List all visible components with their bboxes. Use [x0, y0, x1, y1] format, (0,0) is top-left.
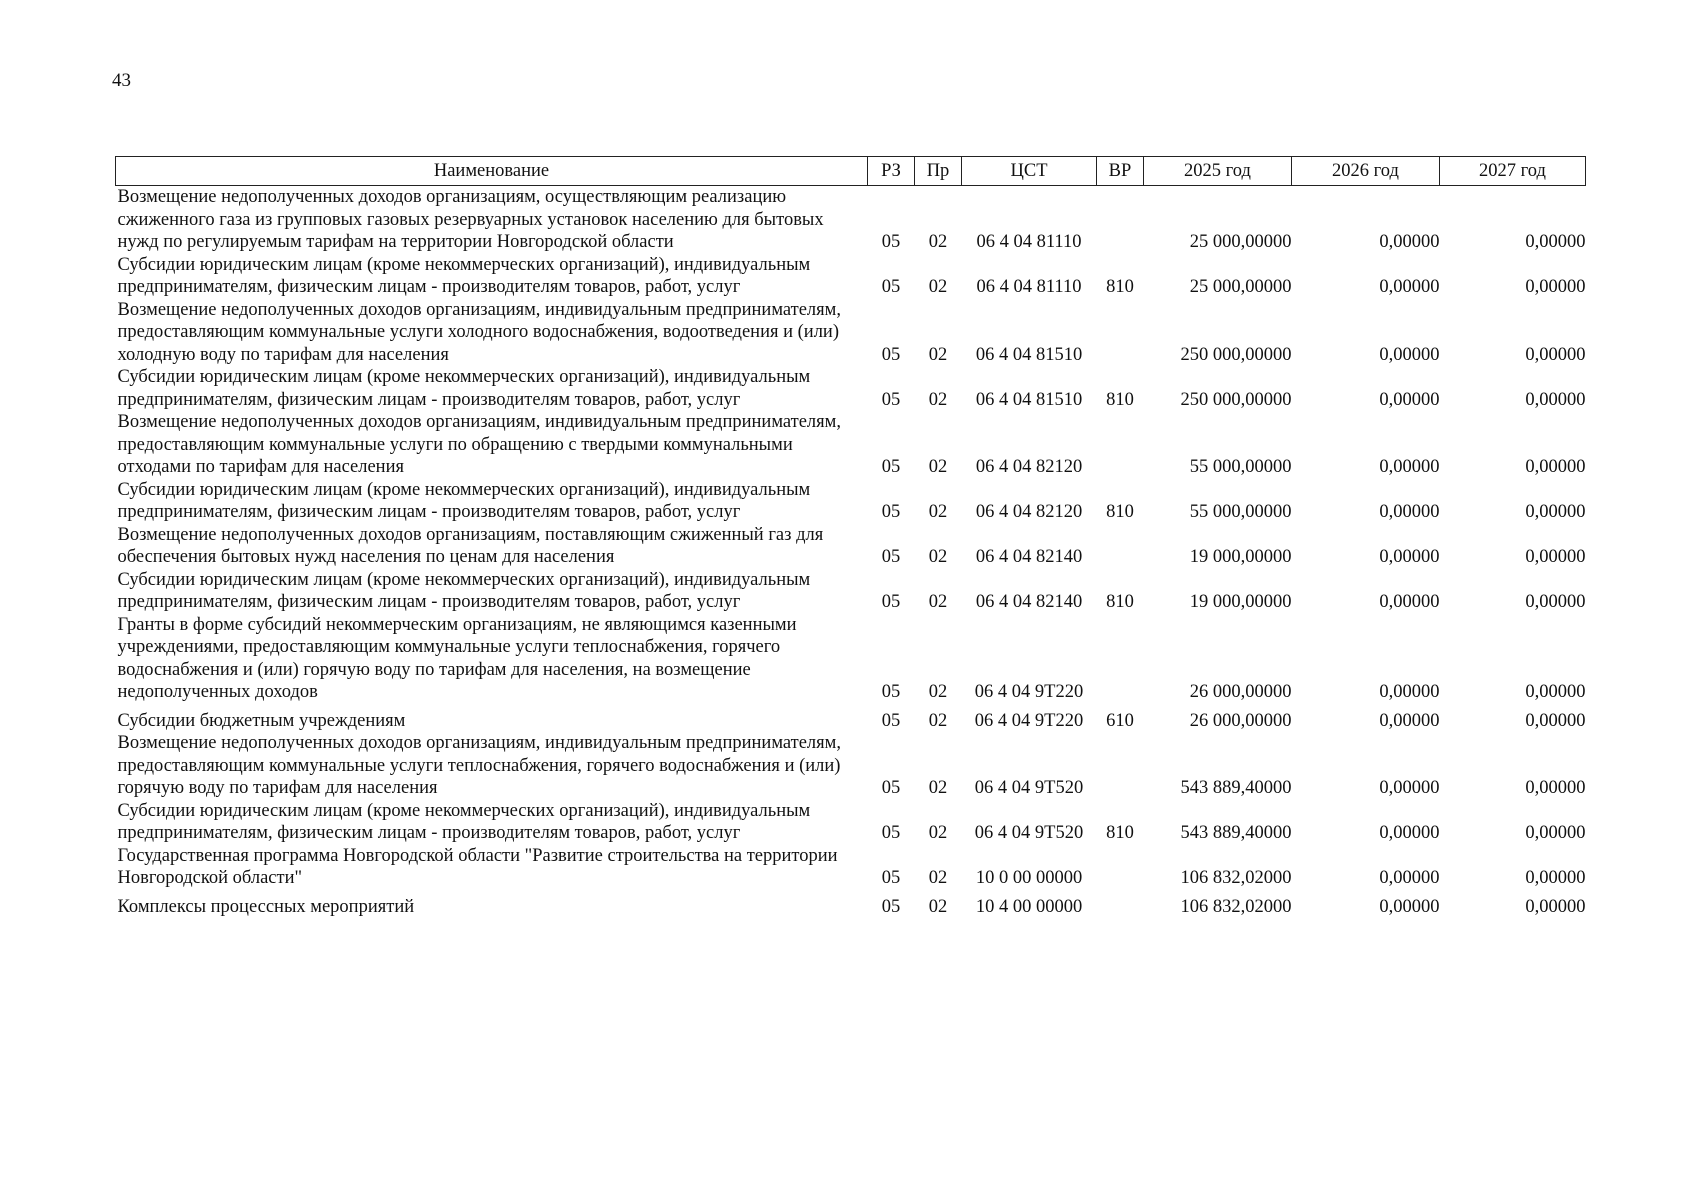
row-amount-2027: 0,00000: [1525, 502, 1586, 522]
row-rz: 05: [881, 682, 901, 702]
table-row: [116, 569, 1586, 614]
budget-table: [115, 156, 1586, 918]
row-pr: 02: [928, 277, 948, 297]
row-rz: 05: [881, 502, 901, 522]
row-pr: 02: [928, 389, 948, 410]
row-pr: 02: [928, 823, 948, 843]
row-rz: 05: [881, 710, 901, 731]
row-vr: [1097, 732, 1144, 800]
table-body: [116, 186, 1586, 919]
row-name: Государственная программа Новгородской области "Развитие строительства на территории Новгородской области": [117, 845, 838, 888]
row-rz: 05: [881, 868, 901, 888]
row-cst: 06 4 04 82120: [975, 502, 1083, 522]
row-pr: 02: [928, 457, 948, 477]
row-amount-2025: 543 889,40000: [1180, 778, 1292, 798]
table-row: [116, 732, 1586, 800]
row-rz: 05: [881, 457, 901, 477]
header-name: Наименование: [116, 157, 868, 186]
row-vr: 610: [1106, 710, 1134, 731]
row-cst: 06 4 04 82140: [975, 592, 1083, 612]
row-name: Субсидии юридическим лицам (кроме некоммерческих организаций), индивидуальным предпринимателям, физическим лицам - производителям товаров, работ, услуг: [117, 254, 811, 297]
row-amount-2025: 26 000,00000: [1189, 710, 1292, 731]
row-amount-2026: 0,00000: [1379, 868, 1440, 888]
row-amount-2026: 0,00000: [1379, 344, 1440, 365]
row-vr: 810: [1106, 389, 1134, 410]
row-rz: 05: [881, 592, 901, 612]
header-2026: 2026 год: [1292, 157, 1440, 186]
header-2027: 2027 год: [1440, 157, 1586, 186]
row-vr: [1097, 299, 1144, 367]
table-row: [116, 254, 1586, 299]
row-name: Субсидии бюджетным учреждениям: [117, 710, 406, 731]
row-rz: 05: [881, 232, 901, 252]
page-number: 43: [112, 70, 131, 91]
row-amount-2027: 0,00000: [1525, 710, 1586, 731]
row-amount-2025: 250 000,00000: [1180, 344, 1292, 365]
table-row: [116, 524, 1586, 569]
row-cst: 06 4 04 9Т520: [974, 778, 1084, 798]
row-pr: 02: [928, 868, 948, 888]
row-cst: 06 4 04 9Т220: [974, 710, 1084, 731]
table-row: [116, 186, 1586, 254]
row-amount-2025: 55 000,00000: [1189, 502, 1292, 522]
row-name: Возмещение недополученных доходов организациям, осуществляющим реализацию сжиженного газа из групповых газовых резервуарных установок населению для бытовых нужд по регулируемым тарифам на территории Новгородской области: [117, 187, 824, 252]
row-amount-2027: 0,00000: [1525, 592, 1586, 612]
row-vr: [1097, 186, 1144, 254]
row-amount-2026: 0,00000: [1379, 710, 1440, 731]
row-amount-2025: 25 000,00000: [1189, 277, 1292, 297]
row-vr: 810: [1106, 592, 1134, 612]
row-cst: 06 4 04 81110: [976, 277, 1082, 297]
row-name: Субсидии юридическим лицам (кроме некоммерческих организаций), индивидуальным предпринимателям, физическим лицам - производителям товаров, работ, услуг: [117, 367, 811, 410]
row-amount-2025: 25 000,00000: [1189, 232, 1292, 252]
row-amount-2025: 55 000,00000: [1189, 457, 1292, 477]
row-cst: 06 4 04 81510: [975, 389, 1083, 410]
row-vr: [1097, 524, 1144, 569]
row-amount-2027: 0,00000: [1525, 896, 1586, 917]
row-amount-2027: 0,00000: [1525, 277, 1586, 297]
row-pr: 02: [928, 344, 948, 365]
row-cst: 06 4 04 81510: [975, 344, 1083, 365]
table-row: [116, 800, 1586, 845]
row-name: Возмещение недополученных доходов организациям, индивидуальным предпринимателям, предоставляющим коммунальные услуги по обращению с твердыми коммунальными отходами по тарифам для населения: [117, 412, 841, 477]
row-rz: 05: [881, 778, 901, 798]
row-cst: 06 4 04 9Т220: [974, 682, 1084, 702]
row-amount-2025: 106 832,02000: [1180, 896, 1292, 917]
row-amount-2027: 0,00000: [1525, 682, 1586, 702]
row-cst: 06 4 04 82120: [975, 457, 1083, 477]
row-pr: 02: [928, 232, 948, 252]
row-name: Субсидии юридическим лицам (кроме некоммерческих организаций), индивидуальным предпринимателям, физическим лицам - производителям товаров, работ, услуг: [117, 569, 811, 612]
row-name: Комплексы процессных мероприятий: [117, 896, 415, 917]
row-name: Возмещение недополученных доходов организациям, поставляющим сжиженный газ для обеспечения бытовых нужд населения по ценам для населения: [117, 524, 824, 567]
row-amount-2026: 0,00000: [1379, 502, 1440, 522]
row-cst: 10 4 00 00000: [975, 896, 1083, 917]
row-name: Возмещение недополученных доходов организациям, индивидуальным предпринимателям, предоставляющим коммунальные услуги теплоснабжения, горячего водоснабжения и (или) горячую воду по тарифам для населения: [117, 733, 841, 798]
row-amount-2026: 0,00000: [1379, 682, 1440, 702]
row-amount-2027: 0,00000: [1525, 547, 1586, 567]
row-pr: 02: [928, 547, 948, 567]
row-pr: 02: [928, 778, 948, 798]
table-header-row: [116, 157, 1586, 186]
row-amount-2025: 19 000,00000: [1189, 592, 1292, 612]
row-amount-2027: 0,00000: [1525, 389, 1586, 410]
row-name: Гранты в форме субсидий некоммерческим организациям, не являющимся казенными учреждениями, предоставляющим коммунальные услуги теплоснабжения, горячего водоснабжения и (или) горячую воду по тарифам для населения, на возмещение недополученных доходов: [117, 614, 797, 702]
row-amount-2026: 0,00000: [1379, 823, 1440, 843]
row-pr: 02: [928, 896, 948, 917]
row-amount-2027: 0,00000: [1525, 778, 1586, 798]
table-row: [116, 614, 1586, 704]
table-row: [116, 411, 1586, 479]
row-amount-2025: 19 000,00000: [1189, 547, 1292, 567]
row-vr: [1097, 890, 1144, 919]
row-amount-2025: 543 889,40000: [1180, 823, 1292, 843]
row-vr: 810: [1106, 277, 1134, 297]
row-rz: 05: [881, 823, 901, 843]
row-pr: 02: [928, 682, 948, 702]
row-name: Субсидии юридическим лицам (кроме некоммерческих организаций), индивидуальным предпринимателям, физическим лицам - производителям товаров, работ, услуг: [117, 479, 811, 522]
table-row: [116, 704, 1586, 733]
row-cst: 06 4 04 9Т520: [974, 823, 1084, 843]
row-amount-2026: 0,00000: [1379, 389, 1440, 410]
row-cst: 06 4 04 82140: [975, 547, 1083, 567]
row-cst: 06 4 04 81110: [976, 232, 1082, 252]
row-vr: 810: [1106, 823, 1134, 843]
header-2025: 2025 год: [1144, 157, 1292, 186]
row-pr: 02: [928, 502, 948, 522]
row-name: Возмещение недополученных доходов организациям, индивидуальным предпринимателям, предоставляющим коммунальные услуги холодного водоснабжения, водоотведения и (или) холодную воду по тарифам для населения: [117, 299, 841, 365]
row-vr: [1097, 845, 1144, 890]
row-amount-2026: 0,00000: [1379, 457, 1440, 477]
header-pr: Пр: [915, 157, 962, 186]
row-amount-2026: 0,00000: [1379, 547, 1440, 567]
row-amount-2025: 106 832,02000: [1180, 868, 1292, 888]
table-row: [116, 845, 1586, 890]
row-amount-2025: 26 000,00000: [1189, 682, 1292, 702]
row-amount-2027: 0,00000: [1525, 457, 1586, 477]
table-row: [116, 479, 1586, 524]
row-pr: 02: [928, 710, 948, 731]
header-vr: ВР: [1097, 157, 1144, 186]
table-row: [116, 299, 1586, 367]
row-name: Субсидии юридическим лицам (кроме некоммерческих организаций), индивидуальным предпринимателям, физическим лицам - производителям товаров, работ, услуг: [117, 800, 811, 843]
row-rz: 05: [881, 896, 901, 917]
row-amount-2026: 0,00000: [1379, 778, 1440, 798]
row-amount-2026: 0,00000: [1379, 896, 1440, 917]
row-amount-2026: 0,00000: [1379, 592, 1440, 612]
row-pr: 02: [928, 592, 948, 612]
row-amount-2025: 250 000,00000: [1180, 389, 1292, 410]
row-cst: 10 0 00 00000: [975, 868, 1083, 888]
row-amount-2027: 0,00000: [1525, 823, 1586, 843]
header-rz: РЗ: [868, 157, 915, 186]
row-vr: [1097, 411, 1144, 479]
row-amount-2027: 0,00000: [1525, 868, 1586, 888]
row-amount-2027: 0,00000: [1525, 344, 1586, 365]
header-cst: ЦСТ: [962, 157, 1097, 186]
table-row: [116, 366, 1586, 411]
row-rz: 05: [881, 547, 901, 567]
row-rz: 05: [881, 389, 901, 410]
row-amount-2026: 0,00000: [1379, 277, 1440, 297]
row-amount-2026: 0,00000: [1379, 232, 1440, 252]
row-vr: [1097, 614, 1144, 704]
row-vr: 810: [1106, 502, 1134, 522]
row-rz: 05: [881, 344, 901, 365]
row-rz: 05: [881, 277, 901, 297]
table-row: [116, 890, 1586, 919]
row-amount-2027: 0,00000: [1525, 232, 1586, 252]
